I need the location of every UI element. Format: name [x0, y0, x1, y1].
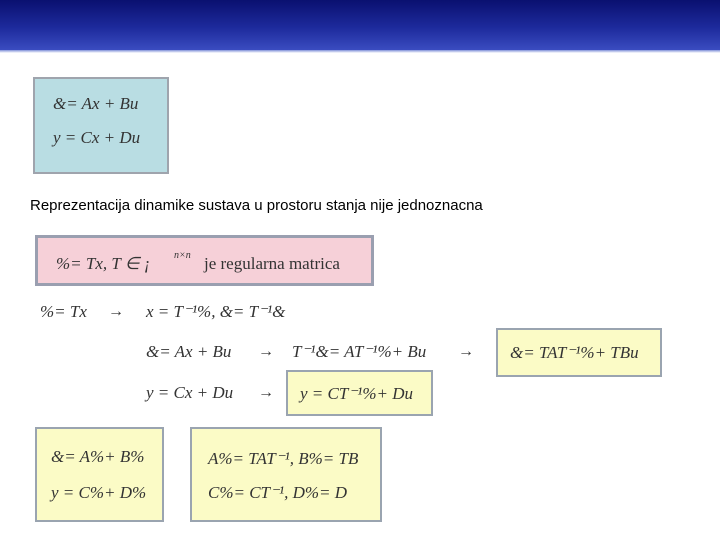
row2-arrow2-icon: → [458, 343, 474, 360]
output-equation: y = Cx + Du [53, 128, 141, 147]
transformed-output-equation: y = CT⁻¹%+ Du [300, 384, 414, 403]
new-output-equation: y = C%+ D% [51, 483, 147, 502]
caption-text: Reprezentacija dinamike sustava u prostoru stanja nije jednoznacna [30, 197, 483, 214]
header-divider [0, 50, 720, 53]
dimension-superscript: n×n [174, 250, 191, 261]
transformed-state-equation: &= TAT⁻¹%+ TBu [510, 343, 639, 362]
transformed-output-box [286, 370, 433, 416]
transformation-equation: %= Tx, T ∈ ¡ [56, 254, 151, 273]
new-system-box [35, 427, 164, 522]
transformation-box [35, 235, 374, 286]
row1-left-equation: %= Tx [40, 302, 87, 321]
row2-middle-equation: T⁻¹&= AT⁻¹%+ Bu [292, 342, 427, 361]
row2-left-equation: &= Ax + Bu [146, 342, 232, 361]
state-equations-box [33, 77, 169, 174]
regular-matrix-text: je regularna matrica [204, 254, 340, 273]
row1-arrow-icon: → [108, 303, 124, 320]
header-bar [0, 0, 720, 50]
matrices-cd-equation: C%= CT⁻¹, D%= D [208, 483, 348, 502]
transformed-state-box [496, 328, 662, 377]
new-state-equation: &= A%+ B% [51, 447, 145, 466]
row3-left-equation: y = Cx + Du [146, 383, 234, 402]
new-matrices-box [190, 427, 382, 522]
matrices-ab-equation: A%= TAT⁻¹, B%= TB [208, 449, 359, 468]
row2-arrow1-icon: → [258, 343, 274, 360]
row3-arrow-icon: → [258, 384, 274, 401]
row1-right-equation: x = T⁻¹%, &= T⁻¹& [146, 302, 286, 321]
state-equation: &= Ax + Bu [53, 94, 139, 113]
